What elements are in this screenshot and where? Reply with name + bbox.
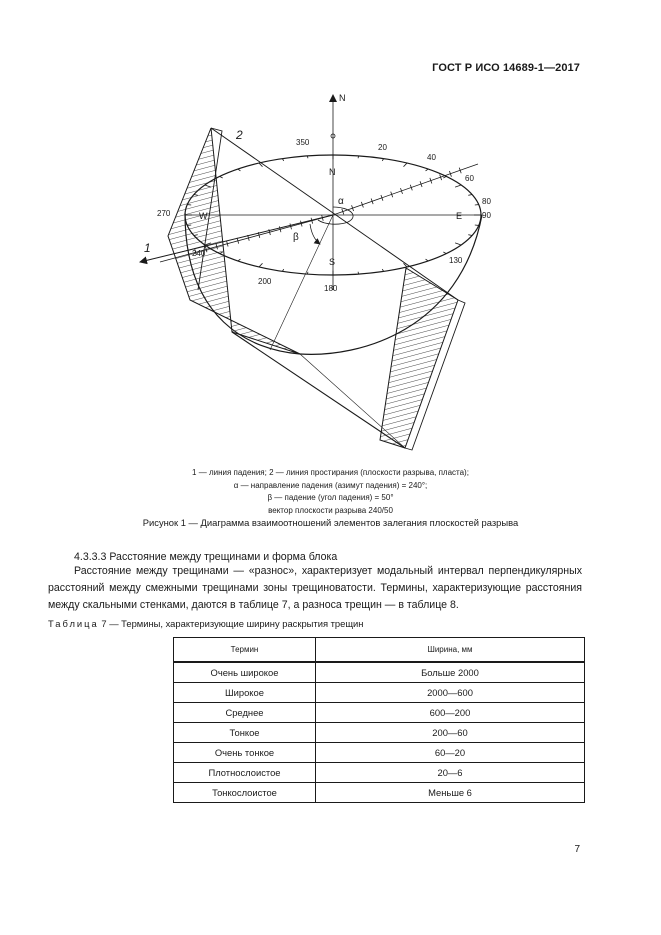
tick-label-20: 20 xyxy=(378,143,387,152)
figure-legend xyxy=(0,467,661,517)
beta-label: β xyxy=(293,232,299,243)
width-cell: Меньше 6 xyxy=(316,783,585,803)
table-title xyxy=(48,618,363,629)
legend-line: β — падение (угол падения) = 50° xyxy=(267,493,394,503)
table-row xyxy=(174,662,585,683)
compass-letter-e: E xyxy=(456,211,463,221)
tick-label-60: 60 xyxy=(465,174,474,183)
column-header-term: Термин xyxy=(174,638,316,663)
width-cell: 60—20 xyxy=(316,743,585,763)
width-cell: 600—200 xyxy=(316,703,585,723)
compass-letter-n: N xyxy=(329,167,336,177)
alpha-label: α xyxy=(338,196,344,207)
tick-label-200: 200 xyxy=(258,277,272,286)
legend-line: вектор плоскости разрыва 240/50 xyxy=(268,505,393,515)
strike-dip-diagram xyxy=(120,88,500,458)
tick-label-350: 350 xyxy=(296,138,310,147)
term-cell: Очень широкое xyxy=(174,662,316,683)
table-row xyxy=(174,723,585,743)
tick-label-240: 240 xyxy=(192,249,206,258)
width-cell: 200—60 xyxy=(316,723,585,743)
term-cell: Плотнослоистое xyxy=(174,763,316,783)
figure-caption: Рисунок 1 — Диаграмма взаимоотношений элементов залегания плоскостей разрыва xyxy=(142,517,519,528)
document-code-header: ГОСТ Р ИСО 14689-1—2017 xyxy=(432,62,580,74)
term-cell: Тонкое xyxy=(174,723,316,743)
north-label: N xyxy=(339,93,346,103)
section-heading: 4.3.3.3 Расстояние между трещинами и форма блока xyxy=(74,551,338,563)
table-label: Таблица xyxy=(48,618,99,629)
term-cell: Тонкослоистое xyxy=(174,783,316,803)
body-paragraph: Расстояние между трещинами — «разнос», характеризует модальный интервал перпендикулярных расстояний между смежными трещинами зоны трещиноватости. Термины, характеризующие расстояния между скальными стенками, даются в таблице 7, а разноса трещин — в таблице 8. xyxy=(48,565,582,611)
table-row xyxy=(174,783,585,803)
table-row xyxy=(174,743,585,763)
tick-label-180: 180 xyxy=(324,284,338,293)
column-header-width: Ширина, мм xyxy=(316,638,585,663)
table-row xyxy=(174,763,585,783)
page-number: 7 xyxy=(574,844,580,855)
width-cell: Больше 2000 xyxy=(316,662,585,683)
table-title-text: 7 — Термины, характеризующие ширину раскрытия трещин xyxy=(98,618,364,629)
width-cell: 2000—600 xyxy=(316,683,585,703)
term-cell: Очень тонкое xyxy=(174,743,316,763)
strike-line-number: 2 xyxy=(236,128,243,142)
compass-letter-s: S xyxy=(329,257,336,267)
dip-line-number: 1 xyxy=(144,241,151,255)
tick-label-130: 130 xyxy=(449,256,463,265)
tick-label-270: 270 xyxy=(157,209,171,218)
table-row xyxy=(174,683,585,703)
compass-letter-w: W xyxy=(199,211,208,221)
width-cell: 20—6 xyxy=(316,763,585,783)
tick-label-80: 80 xyxy=(482,197,491,206)
tick-label-40: 40 xyxy=(427,153,436,162)
term-cell: Среднее xyxy=(174,703,316,723)
table-header-row xyxy=(174,638,585,663)
fault-plane-right xyxy=(380,268,458,448)
table-row xyxy=(174,703,585,723)
crack-width-table xyxy=(173,637,585,803)
term-cell: Широкое xyxy=(174,683,316,703)
tick-label-90: 90 xyxy=(482,211,491,220)
legend-line: α — направление падения (азимут падения) = 240°; xyxy=(233,480,428,490)
legend-line: 1 — линия падения; 2 — линия простирания (плоскости разрыва, пласта); xyxy=(192,468,469,477)
